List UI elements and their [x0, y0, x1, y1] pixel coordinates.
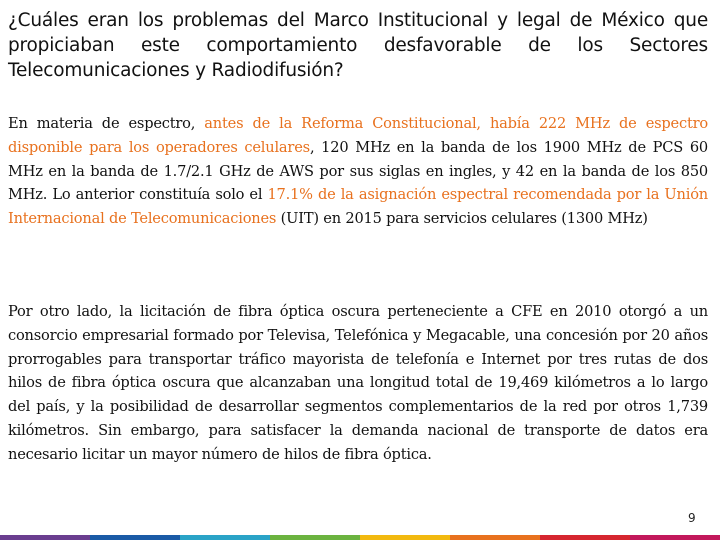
paragraph-spectrum-text-3: (UIT) en 2015 para servicios celulares (1300 MHz) [276, 210, 648, 228]
bottom-bar-segment [360, 535, 450, 540]
bottom-bar-segment [450, 535, 540, 540]
bottom-bar-segment [270, 535, 360, 540]
bottom-bar-segment [0, 535, 90, 540]
bottom-bar-segment [540, 535, 630, 540]
bottom-bar-segment [630, 535, 720, 540]
paragraph-spectrum-text-1: En materia de espectro, [8, 115, 205, 132]
paragraph-spectrum [8, 112, 708, 231]
bottom-color-bar [0, 535, 720, 540]
paragraph-spectrum-text-2: , 120 MHz en la banda de los 1900 MHz de PCS 60 MHz en la banda de 1.7/2.1 GHz de AWS por sus siglas en ingles, y 42 en la banda de los 850 MHz. Lo anterior constituía solo el [8, 138, 709, 204]
slide-title: ¿Cuáles eran los problemas del Marco Institucional y legal de México que propiciaban este comportamiento desfavorable de los Sectores Telecomunicaciones y Radiodifusión? [8, 10, 708, 81]
paragraph-fiber-optic: Por otro lado, la licitación de fibra óptica oscura perteneciente a CFE en 2010 otorgó a un consorcio empresarial formado por Televisa, Telefónica y Megacable, una concesión por 20 años prorrogables para transportar tráfico mayorista de telefonía e Internet por tres rutas de dos hilos de fibra óptica oscura que alcanzaban una longitud total de 19,469 kilómetros a lo largo del país, y la posibilidad de desarrollar segmentos complementarios de la red por otros 1,739 kilómetros. Sin embargo, para satisfacer la demanda nacional de transporte de datos era necesario licitar un mayor número de hilos de fibra óptica. [8, 303, 708, 463]
page-number: 9 [688, 511, 696, 525]
bottom-bar-segment [90, 535, 180, 540]
bottom-bar-segment [180, 535, 270, 540]
highlight-spectrum-available: antes de la Reforma Constitucional, había 222 MHz de espectro disponible para los operadores celulares [8, 115, 708, 156]
highlight-uit-recommendation: 17.1% de la asignación espectral recomendada por la Unión Internacional de Telecomunicaciones [8, 186, 708, 228]
